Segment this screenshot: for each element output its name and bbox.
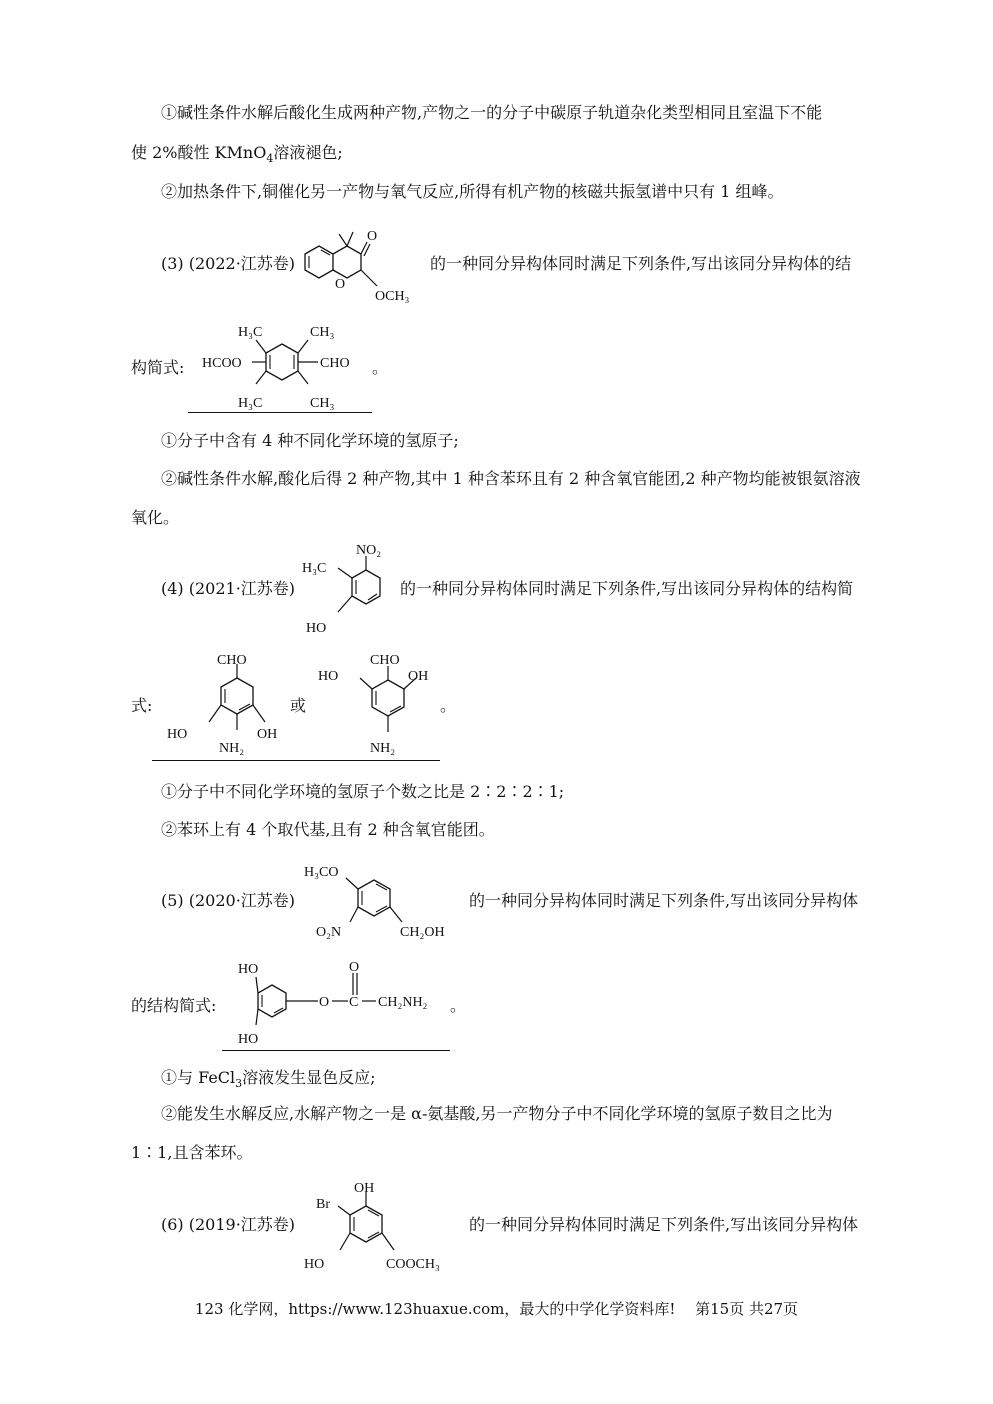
q5-ans-ho2: HO: [238, 1032, 259, 1047]
q3-mol-o1: O: [367, 229, 378, 244]
q5-ans-c: C: [349, 995, 359, 1010]
q3-question-text: 的一种同分异构体同时满足下列条件,写出该同分异构体的结: [430, 254, 852, 273]
page-footer: 123 化学网，https://www.123huaxue.com，最大的中学化学资料库! 第15页 共27页: [194, 1300, 799, 1318]
q5-mol-h3co: H₃CO: [304, 865, 339, 880]
q3-condition-1: ①分子中含有 4 种不同化学环境的氢原子;: [161, 431, 459, 450]
q3-answer-structure: [200, 318, 380, 414]
q4-mol-h3c: H₃C: [302, 561, 327, 576]
q6-label: (6) (2019·江苏卷): [161, 1215, 296, 1234]
q6-question-text: 的一种同分异构体同时满足下列条件,写出该同分异构体: [469, 1215, 859, 1234]
q5-mol-ch2oh: CH₂OH: [400, 925, 445, 940]
q2-condition-1a: ①碱性条件水解后酸化生成两种产物,产物之一的分子中碳原子轨道杂化类型相同且室温下不能: [161, 103, 823, 122]
q4-label: (4) (2021·江苏卷): [161, 579, 296, 598]
q4-answer-prefix: 式:: [131, 696, 153, 715]
q5-molecule: [304, 858, 469, 950]
q4-ans1-oh: OH: [257, 727, 278, 742]
q4-answer-structure-2: [316, 648, 446, 758]
q5-answer-prefix: 的结构简式:: [131, 996, 217, 1015]
q4-mol-no2: NO₂: [356, 543, 382, 558]
q5-condition-1: ①与 FeCl$_3$溶液发生显色反应;: [161, 1068, 376, 1091]
q6-molecule: [302, 1178, 467, 1278]
q3-mol-och3: OCH₃: [375, 289, 410, 304]
q5-mol-o2n: O₂N: [316, 925, 342, 940]
q3-ans-right: CHO: [320, 356, 350, 371]
q3-answer-end: 。: [372, 358, 389, 377]
q3-answer-prefix: 构简式:: [131, 358, 185, 377]
q4-ans2-cho: CHO: [370, 653, 400, 668]
q4-molecule: [298, 540, 398, 640]
q6-mol-oh: OH: [354, 1181, 375, 1196]
q5-label: (5) (2020·江苏卷): [161, 891, 296, 910]
q3-condition-2a: ②碱性条件水解,酸化后得 2 种产物,其中 1 种含苯环且有 2 种含氧官能团,2 种产物均能被银氨溶液: [161, 469, 861, 488]
q5-ans-ochain: O: [319, 995, 330, 1010]
q4-answer-structure-1: [165, 648, 285, 758]
q3-ans-bl: H₃C: [238, 396, 263, 411]
q5-answer-structure: [228, 955, 448, 1050]
q4-mol-ho: HO: [306, 621, 327, 636]
q3-answer-underline: [188, 412, 372, 413]
q6-mol-br: Br: [316, 1197, 330, 1212]
q3-label: (3) (2022·江苏卷): [161, 254, 296, 273]
q3-molecule: [295, 222, 430, 307]
q4-ans2-oh: OH: [408, 669, 429, 684]
q5-ans-ho1: HO: [238, 962, 259, 977]
q4-or: 或: [290, 696, 307, 715]
q5-answer-end: 。: [450, 996, 467, 1015]
q5-ans-o: O: [349, 960, 360, 975]
q4-ans1-ho: HO: [167, 727, 188, 742]
q4-condition-2: ②苯环上有 4 个取代基,且有 2 种含氧官能团。: [161, 820, 495, 839]
q3-ans-br: CH₃: [310, 396, 335, 411]
q3-condition-2b: 氧化。: [131, 508, 180, 527]
q5-condition-2b: 1∶1,且含苯环。: [131, 1143, 253, 1162]
q5-ans-tail: CH₂NH₂: [378, 995, 428, 1010]
q3-mol-o2: O: [335, 277, 346, 292]
q4-answer-end: 。: [440, 696, 457, 715]
q5-answer-underline: [222, 1050, 450, 1051]
q4-condition-1: ①分子中不同化学环境的氢原子个数之比是 2∶2∶2∶1;: [161, 782, 565, 801]
q5-condition-2a: ②能发生水解反应,水解产物之一是 α-氨基酸,另一产物分子中不同化学环境的氢原子数目之比为: [161, 1104, 833, 1123]
q3-ans-tr: CH₃: [310, 325, 335, 340]
q6-mol-ho: HO: [304, 1257, 325, 1272]
q3-ans-left: HCOO: [202, 356, 242, 371]
q4-ans1-nh2: NH₂: [219, 741, 245, 756]
q4-answer-underline: [152, 760, 440, 761]
q2-condition-1b: 使 2%酸性 KMnO$_4$溶液褪色;: [131, 143, 343, 166]
q3-ans-tl: H₃C: [238, 325, 263, 340]
q2-condition-2: ②加热条件下,铜催化另一产物与氧气反应,所得有机产物的核磁共振氢谱中只有 1 组峰。: [161, 182, 784, 201]
q4-question-text: 的一种同分异构体同时满足下列条件,写出该同分异构体的结构简: [400, 579, 854, 598]
q4-ans2-ho: HO: [318, 669, 339, 684]
q4-ans2-nh2: NH₂: [370, 741, 396, 756]
q4-ans1-cho: CHO: [217, 653, 247, 668]
q6-mol-cooch3: COOCH₃: [386, 1257, 440, 1272]
q5-question-text: 的一种同分异构体同时满足下列条件,写出该同分异构体: [469, 891, 859, 910]
